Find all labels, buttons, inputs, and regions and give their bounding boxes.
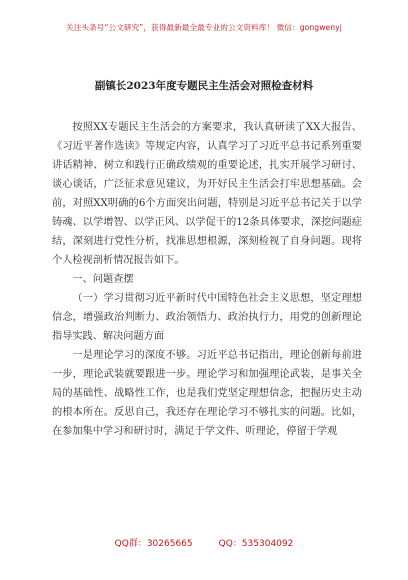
document-title: 副镇长2023年度专题民主生活会对照检查材料 [94, 80, 314, 92]
body-paragraph: 一是理论学习的深度不够。习近平总书记指出，理论创新每前进一步，理论武装就要跟进一步。理论学习和加强理论武装，是事关全局的基础性、战略性工作，也是我们党坚定理想信念，把握历史主动的根本所在。反思自己，我还存在理论学习不够扎实的问题。比如，在参加集中学习和研讨时，满足于学文件、听理论，停留于学观 [52, 350, 362, 437]
header-banner: 关注头条号“公文研究”，获得最新最全最专业的公文资料库！ 微信：gongwenyj [66, 23, 342, 32]
intro-paragraph: 按照XX专题民主生活会的方案要求，我认真研读了XX大报告、《习近平著作选读》等规定内容，认真学习了习近平总书记系列重要讲话精神、树立和践行正确政绩观的重要论述，扎实开展学习研讨、谈心谈话，广泛征求意见建议，为开好民主生活会打牢思想基础。会前，对照XX明确的6个方面突出问题，特别是习近平总书记关于以学铸魂、以学增智、以学正风、以学促干的12条具体要求，深挖问题症结，深刻进行党性分析，找准思想根源，深刻检视了自身问题。现将个人检视剖析情况报告如下。 [52, 122, 362, 266]
qq-number: QQ：535304092 [218, 539, 294, 549]
qq-group-number: QQ群：30265665 [114, 539, 193, 549]
section-heading: 一、问题查摆 [72, 274, 134, 285]
subsection-heading: （一）学习贯彻习近平新时代中国特色社会主义思想，坚定理想信念，增强政治判断力、政治领悟力、政治执行力，用党的创新理论指导实践、解决问题方面 [52, 293, 362, 342]
document-body [52, 118, 362, 441]
footer-contact [0, 536, 408, 549]
